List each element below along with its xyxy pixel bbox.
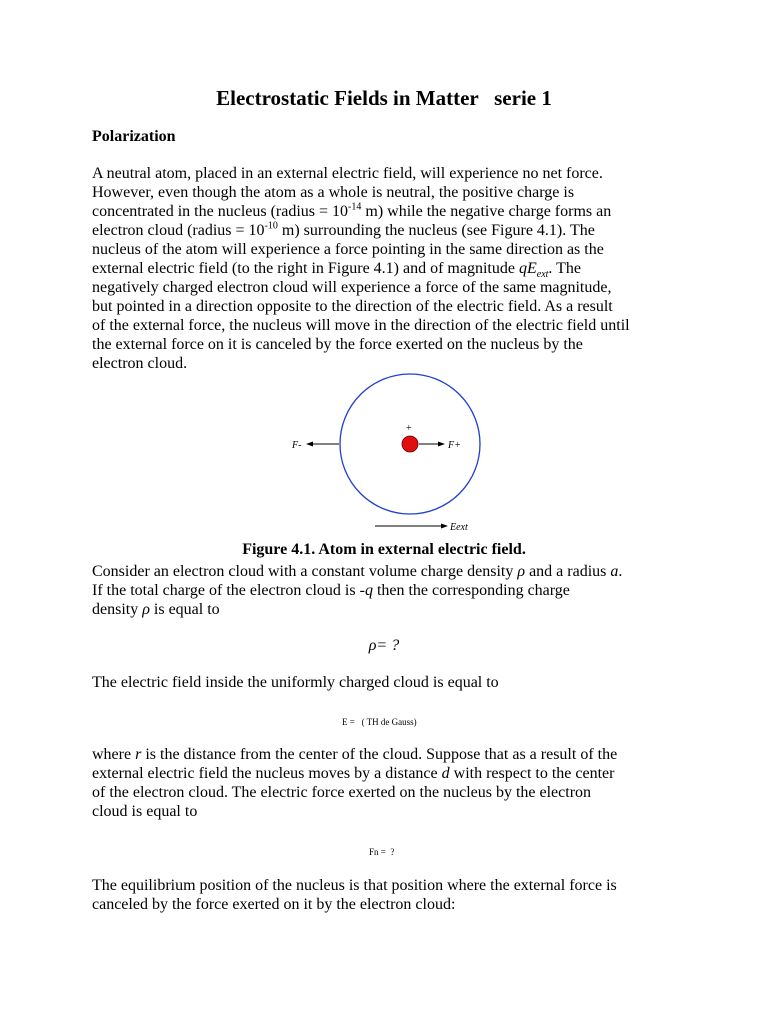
f-minus-label: F- — [292, 440, 302, 451]
text-line: the external force on it is canceled by the force exerted on the nucleus by the — [92, 336, 583, 353]
document-title: Electrostatic Fields in Matter serie 1 — [216, 86, 552, 110]
text-line: electron cloud. — [92, 355, 188, 372]
equation-field: E = ( TH de Gauss) — [342, 717, 417, 727]
text-span: density — [92, 601, 143, 618]
text-span: and a radius — [525, 563, 611, 580]
text-span: concentrated in the nucleus (radius = 10 — [92, 203, 349, 220]
text-line: negatively charged electron cloud will experience a force of the same magnitude, — [92, 279, 612, 296]
equation-rho: ρ= ? — [368, 637, 400, 654]
text-line — [92, 764, 614, 783]
symbol-q: q — [364, 582, 373, 599]
exponent: -14 — [348, 201, 362, 213]
atom-figure — [280, 372, 500, 537]
text-line: canceled by the force exerted on it by the electron cloud: — [92, 896, 456, 913]
text-span: m) while the negative charge forms an — [361, 203, 612, 220]
text-span: electron cloud (radius = 10 — [92, 222, 265, 239]
exponent: -10 — [264, 220, 278, 232]
text-line — [92, 581, 570, 600]
text-line — [92, 745, 617, 764]
text-span: then the corresponding charge — [372, 582, 570, 599]
text-line: The equilibrium position of the nucleus is that position where the external force is — [92, 877, 617, 894]
plus-label: + — [406, 423, 412, 434]
text-line — [92, 259, 581, 281]
text-span: is equal to — [149, 601, 220, 618]
text-line: nucleus of the atom will experience a force pointing in the same direction as the — [92, 241, 604, 258]
text-line: cloud is equal to — [92, 803, 198, 820]
e-ext-label: Eext — [450, 522, 468, 533]
nucleus — [402, 436, 418, 452]
text-span: external electric field (to the right in Figure 4.1) and of magnitude — [92, 260, 519, 277]
text-line — [92, 221, 595, 240]
text-span: Consider an electron cloud with a constant volume charge density — [92, 563, 518, 580]
paragraph-field: The electric field inside the uniformly charged cloud is equal to — [92, 674, 499, 691]
section-heading: Polarization — [92, 128, 176, 145]
text-span: is the distance from the center of the cloud. Suppose that as a result of the — [141, 746, 618, 763]
text-span: m) surrounding the nucleus (see Figure 4.1). The — [277, 222, 595, 239]
symbol-r: r — [135, 746, 142, 763]
text-span: If the total charge of the electron cloud is - — [92, 582, 365, 599]
e-ext-arrowhead — [441, 524, 448, 529]
text-span: where — [92, 746, 136, 763]
text-line: However, even though the atom as a whole is neutral, the positive charge is — [92, 184, 575, 201]
text-span: . The — [548, 260, 581, 277]
text-line: A neutral atom, placed in an external electric field, will experience no net force. — [92, 165, 603, 182]
text-line: of the external force, the nucleus will move in the direction of the electric field until — [92, 317, 630, 334]
symbol-qe: qE — [518, 260, 537, 277]
text-line: of the electron cloud. The electric force exerted on the nucleus by the electron — [92, 784, 592, 801]
text-span: external electric field the nucleus moves by a distance — [92, 765, 442, 782]
symbol-rho: ρ — [142, 601, 150, 618]
figure-caption: Figure 4.1. Atom in external electric field. — [242, 541, 526, 558]
f-plus-arrowhead — [438, 442, 445, 447]
f-minus-arrowhead — [306, 442, 313, 447]
symbol-rho: ρ — [517, 563, 526, 580]
text-line — [92, 202, 611, 221]
text-line — [92, 600, 220, 619]
text-line: but pointed in a direction opposite to the direction of the electric field. As a result — [92, 298, 613, 315]
equation-force: Fn = ? — [369, 847, 395, 857]
symbol-a: a — [610, 563, 619, 580]
text-span: . — [618, 563, 623, 580]
text-span: with respect to the center — [449, 765, 615, 782]
f-plus-label: F+ — [448, 440, 461, 451]
text-line — [92, 562, 622, 581]
subscript-ext: ext — [536, 269, 549, 281]
symbol-d: d — [441, 765, 450, 782]
